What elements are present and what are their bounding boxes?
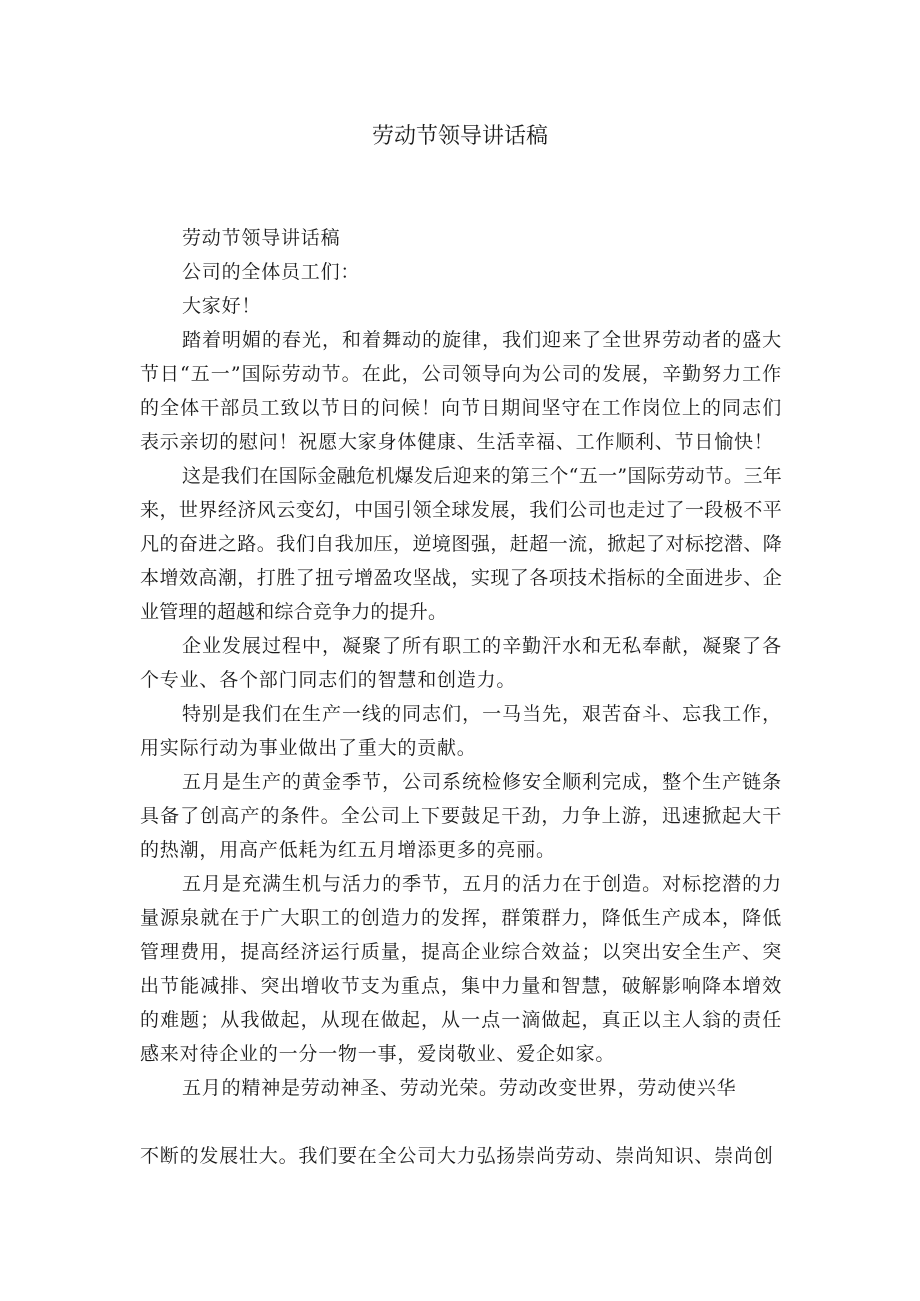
subtitle-paragraph: 劳动节领导讲话稿 <box>182 227 341 249</box>
body-paragraph: 踏着明媚的春光，和着舞动的旋律，我们迎来了全世界劳动者的盛大节日“五一”国际劳动节。在此，公司领导向为公司的发展，辛勤努力工作的全体干部员工致以节日的问候！向节日期间坚守在工作岗位上的同志们表示亲切的慰问！祝愿大家身体健康、生活幸福、工作顺利、节日愉快！ <box>140 329 782 453</box>
greeting-paragraph: 大家好！ <box>182 295 262 317</box>
body-paragraph: 五月是充满生机与活力的季节，五月的活力在于创造。对标挖潜的力量源泉就在于广大职工的创造力的发挥，群策群力，降低生产成本，降低管理费用，提高经济运行质量，提高企业综合效益；以突出安全生产、突出节能减排、突出增收节支为重点，集中力量和智慧，破解影响降本增效的难题；从我做起，从现在做起，从一点一滴做起，真正以主人翁的责任感来对待企业的一分一物一事，爱岗敬业、爱企如家。 <box>140 873 782 1065</box>
document-title: 劳动节领导讲话稿 <box>371 124 548 149</box>
body-paragraph: 五月的精神是劳动神圣、劳动光荣。劳动改变世界，劳动使兴华 <box>182 1077 737 1099</box>
paragraph-gap <box>140 1105 782 1139</box>
body-paragraph: 这是我们在国际金融危机爆发后迎来的第三个“五一”国际劳动节。三年来，世界经济风云变幻，中国引领全球发展，我们公司也走过了一段极不平凡的奋进之路。我们自我加压，逆境图强，赶超一流，掀起了对标挖潜、降本增效高潮，打胜了扭亏增盈攻坚战，实现了各项技术指标的全面进步、企业管理的超越和综合竞争力的提升。 <box>140 465 782 623</box>
body-paragraph: 特别是我们在生产一线的同志们，一马当先，艰苦奋斗、忘我工作，用实际行动为事业做出了重大的贡献。 <box>140 703 782 759</box>
body-paragraph: 五月是生产的黄金季节，公司系统检修安全顺利完成，整个生产链条具备了创高产的条件。全公司上下要鼓足干劲，力争上游，迅速掀起大干的热潮，用高产低耗为红五月增添更多的亮丽。 <box>140 771 782 861</box>
salutation-paragraph: 公司的全体员工们： <box>182 261 361 283</box>
body-paragraph: 企业发展过程中，凝聚了所有职工的辛勤汗水和无私奉献，凝聚了各个专业、各个部门同志们的智慧和创造力。 <box>140 635 782 691</box>
document-body <box>140 221 782 1173</box>
continued-paragraph: 不断的发展壮大。我们要在全公司大力弘扬崇尚劳动、崇尚知识、崇尚创 <box>140 1145 774 1167</box>
